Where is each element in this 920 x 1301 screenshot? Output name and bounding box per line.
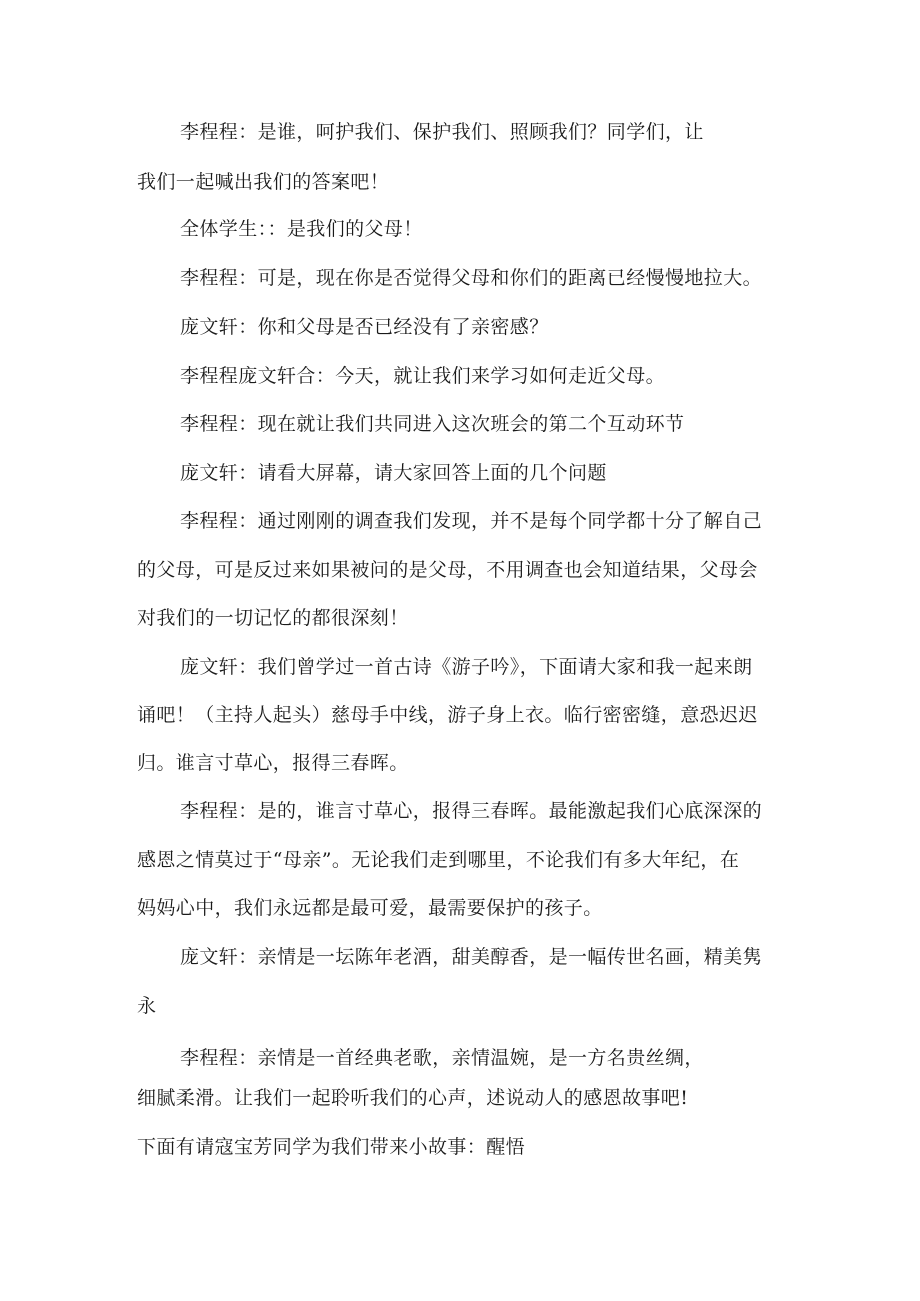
paragraph-line: 的父母，可是反过来如果被问的是父母，不用调查也会知道结果，父母会 [137,559,758,581]
paragraph-line: 李程程：现在就让我们共同进入这次班会的第二个互动环节 [180,413,685,435]
paragraph-line: 永 [137,995,157,1017]
paragraph-line: 下面有请寇宝芳同学为我们带来小故事：醒悟 [137,1136,526,1158]
paragraph-line: 李程程庞文轩合：今天，就让我们来学习如何走近父母。 [180,365,666,387]
paragraph-line: 感恩之情莫过于“母亲”。无论我们走到哪里，不论我们有多大年纪，在 [137,849,740,871]
paragraph-line: 细腻柔滑。让我们一起聆听我们的心声，述说动人的感恩故事吧! [137,1087,689,1109]
paragraph-line: 对我们的一切记忆的都很深刻！ [137,607,409,629]
paragraph-line: 庞文轩：我们曾学过一首古诗《游子吟》，下面请大家和我一起来朗 [180,656,753,678]
paragraph-line: 庞文轩：你和父母是否已经没有了亲密感？ [180,316,549,338]
paragraph-line: 我们一起喊出我们的答案吧！ [137,171,390,193]
paragraph-line: 诵吧！（主持人起头）慈母手中线，游子身上衣。临行密密缝，意恐迟迟 [137,704,758,726]
paragraph-line: 李程程：是的，谁言寸草心，报得三春晖。最能激起我们心底深深的 [180,800,763,822]
paragraph-line: 妈妈心中，我们永远都是最可爱，最需要保护的孩子。 [137,897,603,919]
paragraph-line: 李程程：通过刚刚的调查我们发现，并不是每个同学都十分了解自己 [180,510,763,532]
paragraph-line: 全体学生：：是我们的父母！ [180,218,423,240]
paragraph-line: 庞文轩：请看大屏幕，请大家回答上面的几个问题 [180,462,607,484]
paragraph-line: 李程程：是谁，呵护我们、保护我们、照顾我们？同学们，让 [180,121,704,143]
paragraph-line: 庞文轩：亲情是一坛陈年老酒，甜美醇香，是一幅传世名画，精美隽 [180,946,763,968]
paragraph-line: 李程程：亲情是一首经典老歌，亲情温婉，是一方名贵丝绸， [180,1047,704,1069]
paragraph-line: 归。谁言寸草心，报得三春晖。 [137,752,409,774]
paragraph-line: 李程程：可是，现在你是否觉得父母和你们的距离已经慢慢地拉大。 [180,267,763,289]
